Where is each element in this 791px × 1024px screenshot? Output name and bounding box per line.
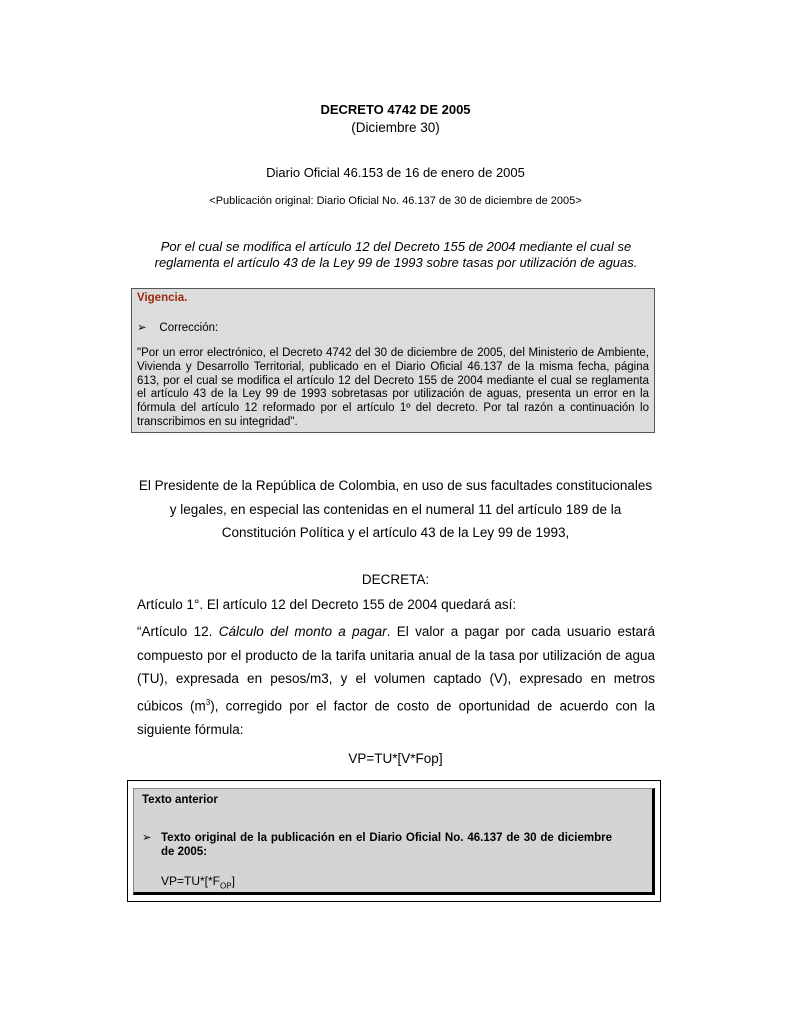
original-formula-sub: OP [220, 881, 232, 891]
texto-anterior-title: Texto anterior [142, 794, 218, 806]
vigencia-item [137, 320, 218, 334]
arrow-bullet-icon: ➢ [137, 322, 147, 334]
vigencia-text: "Por un error electrónico, el Decreto 4742 del 30 de diciembre de 2005, del Ministerio de Ambiente, Vivienda y Desarrollo Territorial, publicado en el Diario Oficial 46.137 de la misma fecha, página 613, por el cual se modifica el artículo 12 del Decreto 155 de 2004 mediante el cual se reglamenta el artículo 43 de la Ley 99 de 1993 sobretasas por utilización de aguas, presenta un error en la fórmula del artículo 12 reformado por el artículo 1º del decreto. Por tal razón a continuación lo transcribimos en su integridad". [137, 347, 649, 428]
article-12-heading: Cálculo del monto a pagar [218, 624, 387, 639]
original-formula-main: VP=TU*[*F [161, 874, 221, 888]
decree-summary: Por el cual se modifica el artículo 12 del Decreto 155 de 2004 mediante el cual se reglamenta el artículo 43 de la Ley 99 de 1993 sobre tasas por utilización de aguas. [154, 239, 638, 270]
decree-title: DECRETO 4742 DE 2005 [320, 102, 471, 117]
texto-anterior-item-label: Texto original de la publicación en el Diario Oficial No. 46.137 de 30 de diciembre de 2005: [161, 832, 612, 858]
vigencia-box [131, 288, 655, 433]
formula: VP=TU*[V*Fop] [348, 751, 443, 766]
article-12-paragraph [137, 620, 655, 741]
diario-oficial-line: Diario Oficial 46.153 de 16 de enero de 2005 [266, 165, 525, 180]
preamble-paragraph: El Presidente de la República de Colombia, en uso de sus facultades constitucionales y legales, en especial las contenidas en el numeral 11 del artículo 189 de la Constitución Política y el artículo 43 de la Ley 99 de 1993, [138, 478, 653, 540]
vigencia-item-label: Corrección: [159, 322, 219, 334]
texto-anterior-item [142, 831, 612, 859]
superscript-3: 3 [205, 697, 211, 707]
vigencia-title: Vigencia. [137, 292, 188, 304]
decree-date: (Diciembre 30) [351, 120, 440, 135]
original-formula [161, 874, 235, 890]
texto-anterior-frame [127, 780, 661, 902]
original-publication-note: <Publicación original: Diario Oficial No. 46.137 de 30 de diciembre de 2005> [209, 195, 582, 207]
article-12-text: . El valor a pagar por cada usuario estará compuesto por el producto de la tarifa unitaria anual de la tasa por utilización de agua (TU), expresada en pesos/m3, y el volumen captado (V), expresado en metros cúbicos (m [137, 624, 655, 713]
article-12-prefix: “Artículo 12. [137, 624, 213, 639]
decreta-heading: DECRETA: [361, 572, 430, 587]
article-1: Artículo 1°. El artículo 12 del Decreto 155 de 2004 quedará así: [137, 597, 517, 612]
arrow-bullet-icon: ➢ [142, 832, 152, 844]
texto-anterior-box [133, 788, 655, 895]
original-formula-end: ] [231, 874, 235, 888]
article-12-text-end: ), corregido por el factor de costo de oportunidad de acuerdo con la siguiente fórmula: [137, 698, 655, 737]
